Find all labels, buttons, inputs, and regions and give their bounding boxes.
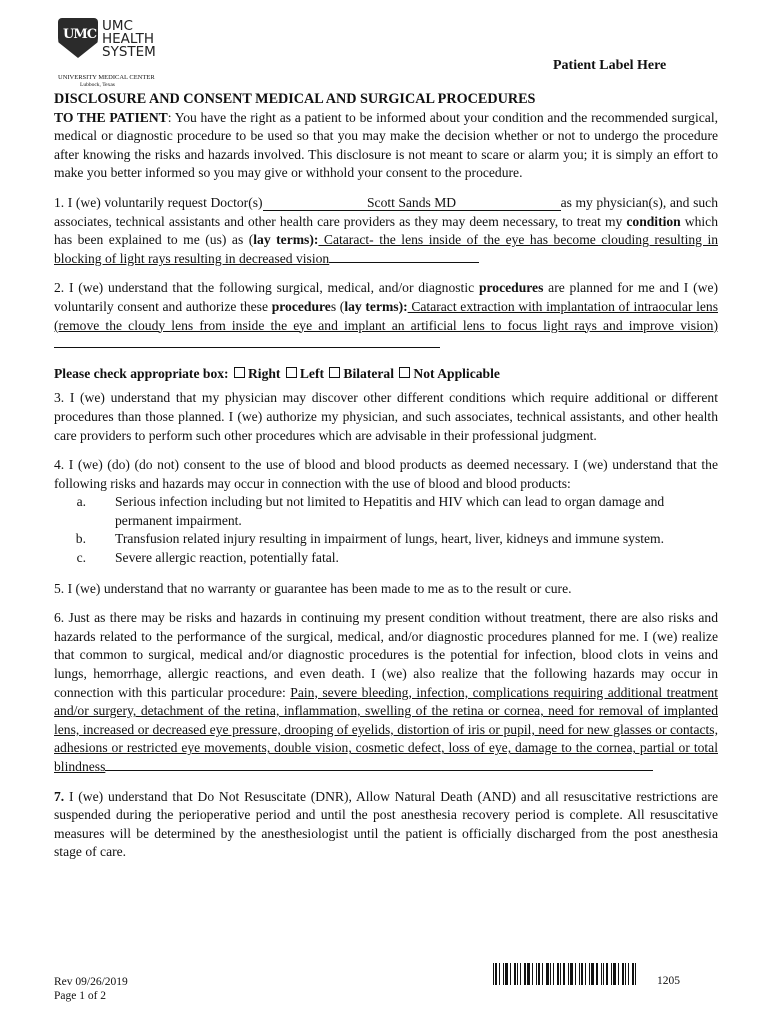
doctor-name-field[interactable]: Scott Sands MD [263,196,561,211]
checkbox-left[interactable] [286,367,297,378]
logo-location: Lubbock, Texas [80,82,115,88]
barcode-bar [568,963,569,985]
barcode-bar [510,963,511,985]
intro-lead: TO THE PATIENT [54,109,168,125]
list-item-text: Severe allergic reaction, potentially fatal. [115,550,339,566]
barcode-bar [563,963,565,985]
item-2-pre: 2. I (we) understand that the following surgical, medical, and/or diagnostic [54,280,479,296]
logo-wordmark [102,20,156,59]
barcode-bar [503,963,504,985]
procedure-word: procedure [271,298,331,314]
list-item-letter: b. [75,531,86,547]
barcode-bar [625,963,626,985]
barcode-bar [635,963,636,985]
barcode-bar [622,963,624,985]
barcode-bar [505,963,508,985]
form-barcode [493,963,641,985]
barcode-bar [553,963,554,985]
checkbox-right-label: Right [247,365,281,381]
page-number: Page 1 of 2 [54,989,107,1002]
list-item [54,549,718,568]
barcode-bar [538,963,540,985]
list-item-letter: c. [76,550,86,566]
barcode-bar [527,963,530,985]
barcode-bar [601,963,602,985]
list-item-letter: a. [76,494,86,510]
logo-line-2: HEALTH [102,31,154,47]
barcode-bar [575,963,576,985]
item-2 [54,279,718,353]
barcode-bar [520,963,521,985]
barcode-bar [579,963,580,985]
barcode-bar [524,963,526,985]
blood-risks-list [54,493,718,567]
barcode-bar [603,963,604,985]
barcode-bar [546,963,549,985]
barcode-bar [499,963,500,985]
condition-trailing-line [329,250,479,263]
logo-subtitle: UNIVERSITY MEDICAL CENTER [58,74,155,81]
checkbox-prompt: Please check appropriate box: [54,365,229,381]
barcode-bar [628,963,629,985]
item-1-mid: as my physician(s), and such associates, technical assistants and other health care providers as they may deem necessary, to treat my [54,194,718,229]
checkbox-not-applicable[interactable] [399,367,410,378]
procedure-trailing-line [54,335,440,348]
item-1 [54,194,718,268]
item-6-text: 6. Just as there may be risks and hazards in continuing my present condition without treatment, there are also risks and hazards related to the performance of the surgical, medical, and/or diagnostic procedures planned for me. I (we) realize that common to surgical, medical and/or diagnostic procedures is the potential for infection, blood clots in veins and lungs, hemorrhage, allergic reactions, and even death. I (we) also realize that the following hazards may occur in connection with this particular procedure: [54,610,718,700]
item-2-mid: are planned for me and I (we) voluntarily consent and authorize these [54,280,719,314]
form-number: 1205 [657,975,680,987]
list-item [54,493,718,530]
form-title: DISCLOSURE AND CONSENT MEDICAL AND SURGICAL PROCEDURES [54,91,536,107]
barcode-bar [611,963,612,985]
barcode-bar [570,963,573,985]
patient-label-placeholder: Patient Label Here [553,58,667,73]
side-checkbox-row [54,365,718,384]
logo-line-1: UMC [102,18,133,34]
footer-revision [54,976,128,1003]
item-7 [54,788,718,862]
item-3: 3. I (we) understand that my physician may discover other different conditions which require additional or different procedures than those planned. I (we) authorize my physician, and such associates, technical assistants, and other health care providers to perform such other procedures which are advisable in their professional judgment. [54,390,718,443]
umc-logo [58,18,168,93]
barcode-bar [514,963,516,985]
barcode-bar [495,963,497,985]
hazards-trailing-line [105,758,653,771]
barcode-bar [589,963,590,985]
procedures-word: procedures [478,280,544,296]
list-item-text: Serious infection including but not limited to Hepatitis and HIV which can lead to organ damage and permanent impairment. [115,494,665,528]
barcode-bar [536,963,537,985]
intro-text: : You have the right as a patient to be informed about your condition and the recommended surgical, medical or diagnostic procedure to be used so that you may make the decision whether or not to undergo the procedure after knowing the risks and hazards involved. This disclosure is not meant to scare or alarm you; it is simply an effort to make you better informed so you may give or withhold your consent to the procedure. [54,109,718,181]
item-7-text: I (we) understand that Do Not Resuscitate (DNR), Allow Natural Death (AND) and all resuscitative restrictions are suspended during the perioperative period and until the post anesthesia recovery period is complete. All resuscitative measures will be determined by the anesthesiologist until the patient is officially discharged from the post anesthesia stage of care. [54,788,718,860]
form-body [54,90,718,873]
lay-terms-label-2: lay terms): [344,298,408,314]
item-6 [54,609,718,776]
barcode-bar [532,963,533,985]
logo-line-3: SYSTEM [102,44,156,60]
barcode-bar [517,963,518,985]
barcode-bar [493,963,494,985]
list-item-text: Transfusion related injury resulting in impairment of lungs, heart, liver, kidneys and immune system. [115,531,665,547]
checkbox-right[interactable] [234,367,245,378]
condition-description-field[interactable]: Cataract- the lens inside of the eye has become clouding resulting in blocking of light rays resulting in decreased vision [54,232,719,266]
barcode-bar [542,963,543,985]
item-4: 4. I (we) (do) (do not) consent to the use of blood and blood products as deemed necessary. I (we) understand that the following risks and hazards may occur in connection with the use of blood and blood products: [54,457,718,491]
checkbox-not-applicable-label: Not Applicable [413,365,500,381]
procedure-description-field[interactable]: Cataract extraction with implantation of intraocular lens (remove the cloudy lens from inside the eye and implant an artificial lens to focus light rays and improve vision) [54,298,718,333]
checkbox-bilateral[interactable] [329,367,340,378]
logo-mark-text: UMC [63,27,97,42]
list-item [54,530,718,549]
barcode-bar [560,963,561,985]
item-7-number: 7. [54,788,65,804]
barcode-bar [618,963,619,985]
item-1-mid2: which has been explained to me (us) as ( [54,213,718,248]
barcode-bar [557,963,559,985]
barcode-bar [550,963,551,985]
lay-terms-label-1: lay terms): [253,232,319,248]
item-2-s: s ( [330,298,345,314]
barcode-bar [596,963,598,985]
hazards-field[interactable]: Pain, severe bleeding, infection, complications requiring additional treatment and/or surgery, detachment of the retina, inflammation, swelling of the retina or cornea, need for removal of implanted lens, increased or decreased eye pressure, drooping of eyelids, distortion of iris or pupil, need for new glasses or contacts, adhesions or restricted eye movements, double vision, cosmetic defect, loss of eye, damage to the cornea, partial or total blindness [54,684,718,774]
item-1-pre: 1. I (we) voluntarily request Doctor(s) [54,194,263,210]
barcode-bar [585,963,586,985]
intro-paragraph [54,109,718,183]
revision-date: Rev 09/26/2019 [54,976,128,988]
barcode-bar [606,963,608,985]
barcode-bar [581,963,583,985]
barcode-bar [632,963,634,985]
condition-word: condition [626,213,681,229]
barcode-bar [591,963,594,985]
item-5: 5. I (we) understand that no warranty or guarantee has been made to me as to the result or cure. [54,580,572,596]
checkbox-left-label: Left [299,365,325,381]
checkbox-bilateral-label: Bilateral [343,365,395,381]
barcode-bar [613,963,616,985]
